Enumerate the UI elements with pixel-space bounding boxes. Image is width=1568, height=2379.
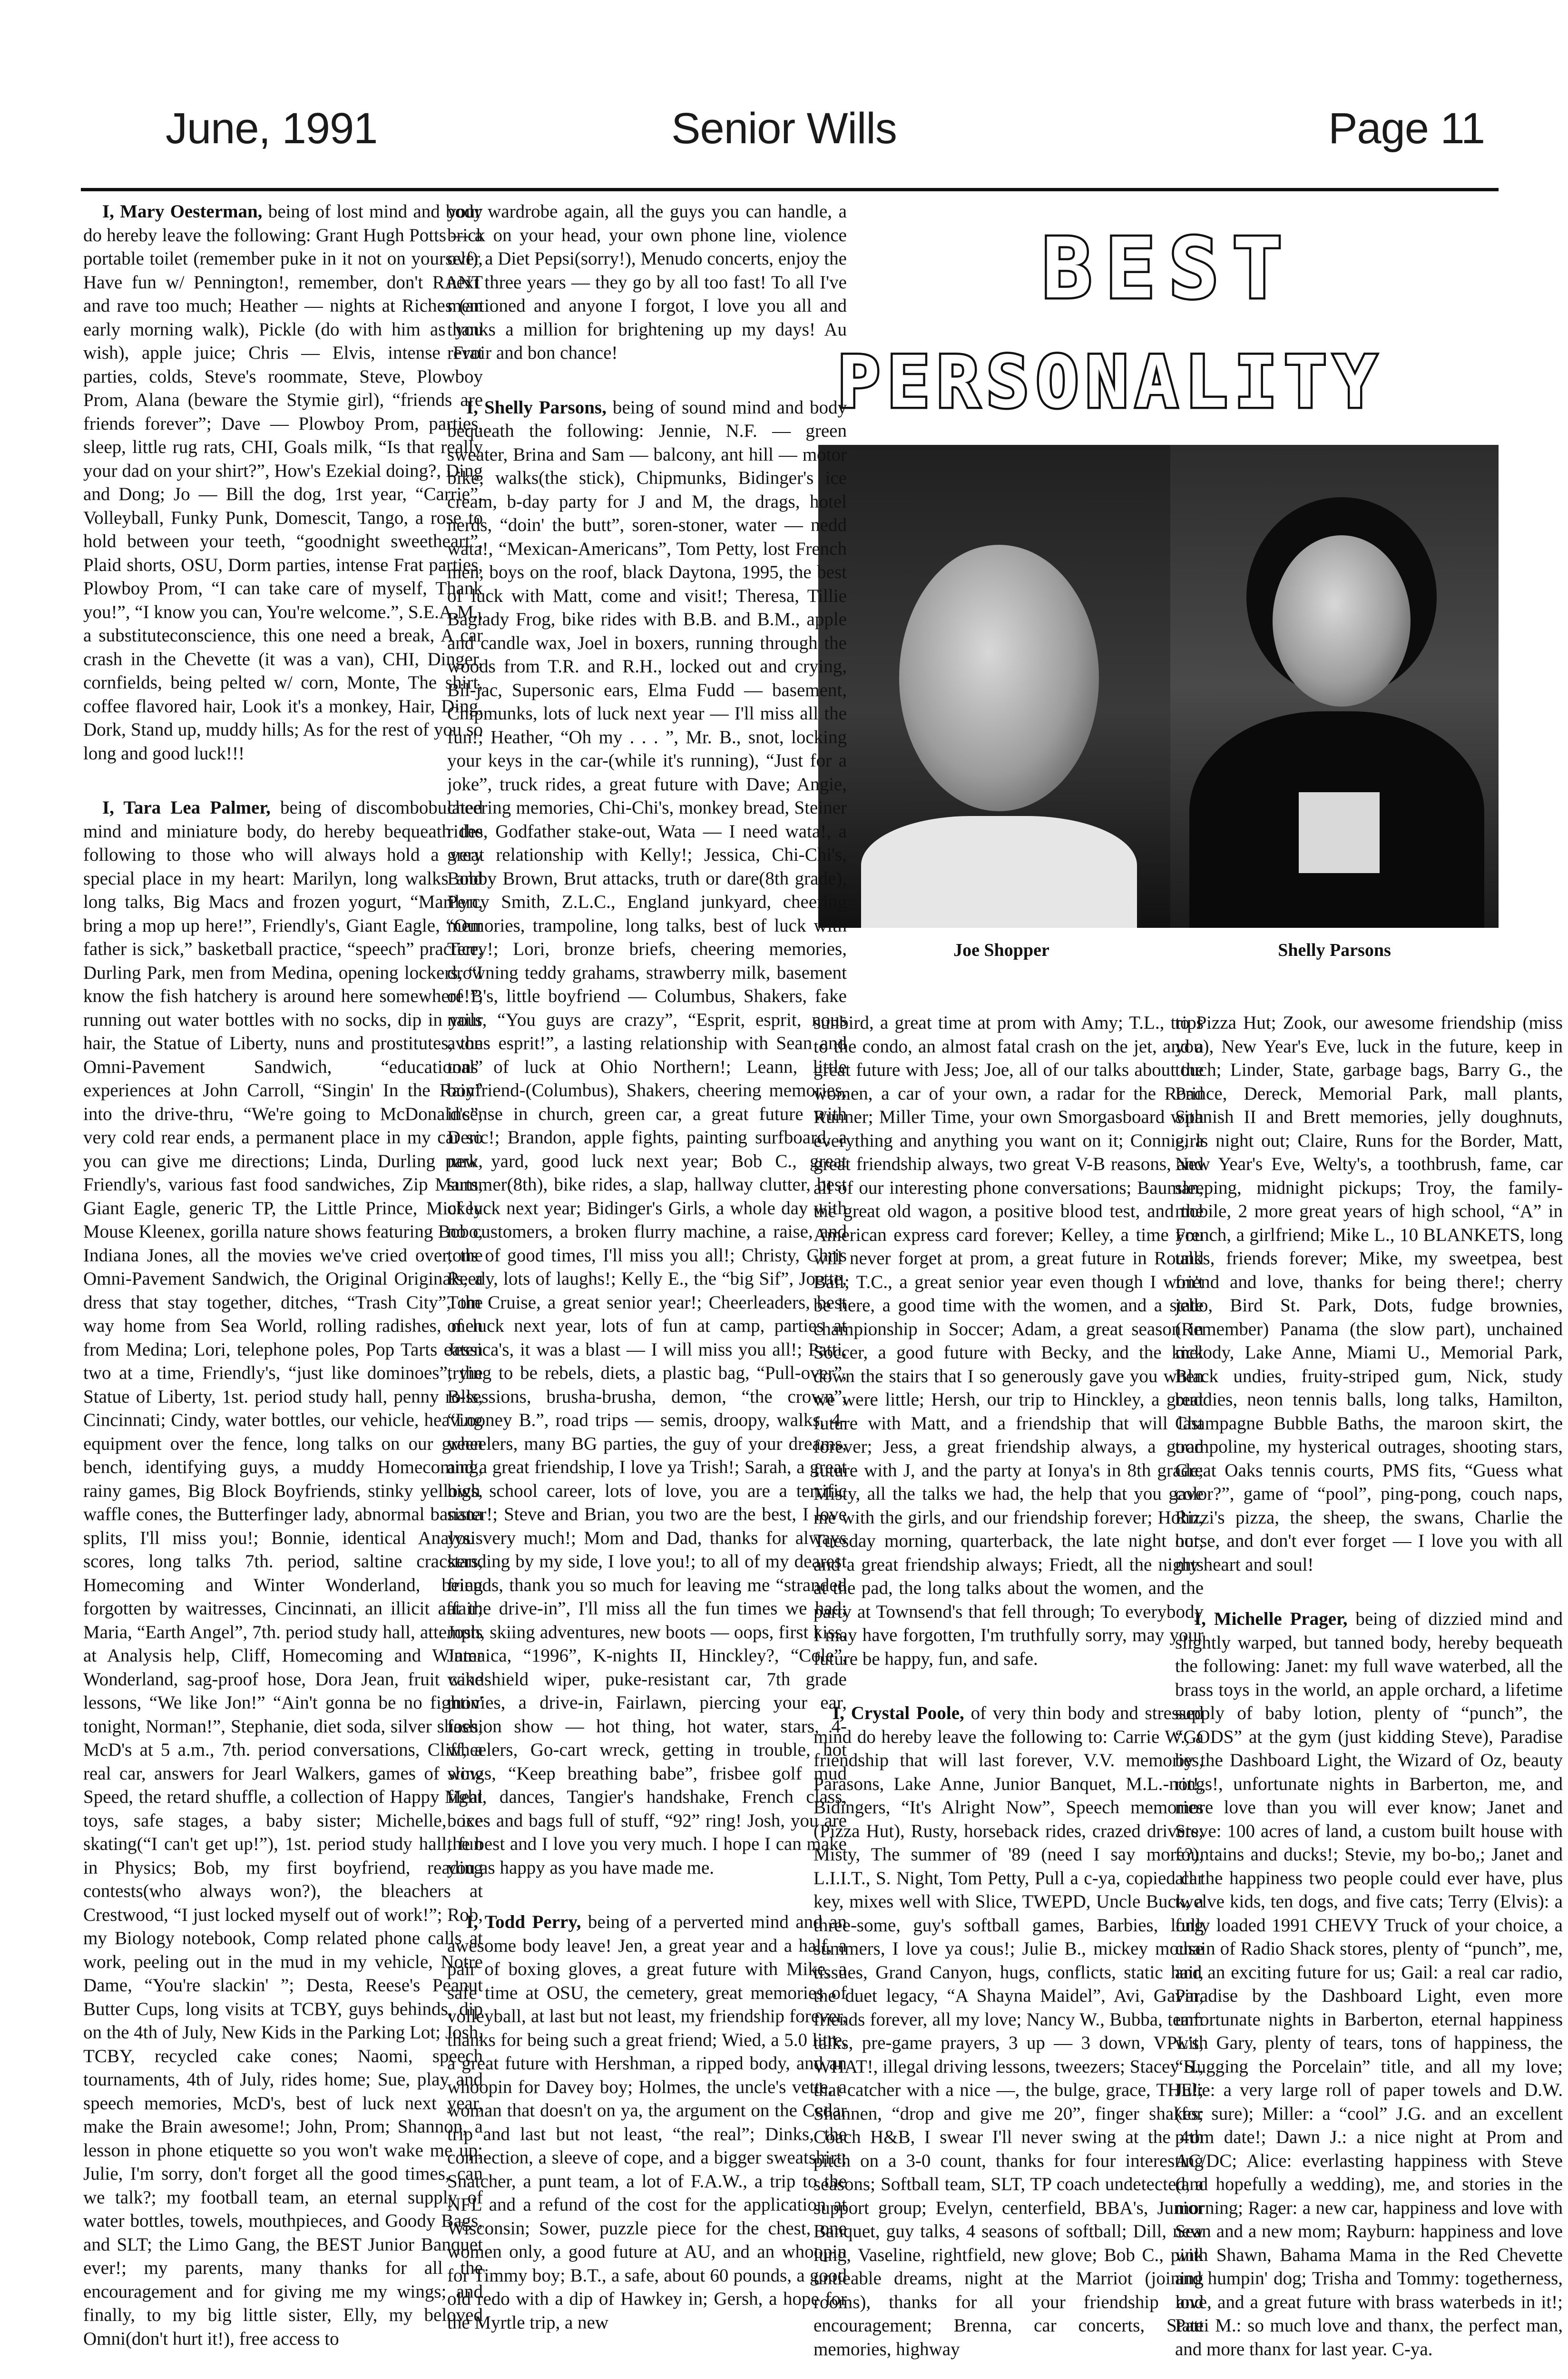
portrait-face <box>1273 535 1411 707</box>
will-text: being of sound mind and body bequeath the following: Jennie, N.F. — green sweater, Brina and Sam — balcony, ant hill — motor bike, walks(the stick), Chipmunks, Bidinger's ice cream, b-day party for J and M, the drags, hotel nerds, “doin' the butt”, soren-stoner, water — nedd wata!, “Mexican-Americans”, Tom Petty, lost French men, boys on the roof, black Daytona, 1995, the best of luck with Matt, come and visit!; Theresa, Tillie Baglady Frog, bike rides with B.B. and B.M., apple and candle wax, Joel in boxers, running through the woods from T.R. and R.H., locked out and crying, Bil-jac, Supersonic ears, Elma Fudd — basement, Chipmunks, lots of luck next year — I'll miss all the fun!; Heather, “Oh my . . . ”, Mr. B., snot, locking your keys in the car-(while it's running), “Just for a joke”, truck rides, a great future with Dave; Angie, cheering memories, Chi-Chi's, monkey bread, Steiner rides, Godfather stake-out, Wata — I need wata!, a great relationship with Kelly!; Jessica, Chi-Chi's, Bobby Brown, Brut attacks, truth or dare(8th grade), Percy Smith, Z.L.C., England junkyard, cheering memories, trampoline, long talks, best of luck with Terry!; Lori, bronze briefs, cheering memories, drowning teddy grahams, strawberry milk, basement of B's, little boyfriend — Columbus, Shakers, fake nails, “You guys are crazy”, “Esprit, esprit, nous avons esprit!”, a lasting relationship with Sean and tons of luck at Ohio Northern!; Leann, little boyfriend-(Columbus), Shakers, cheering memories, incense in church, green car, a great future with Deric!; Brandon, apple fights, painting surfboard, a new yard, good luck next year; Bob C., great summer(8th), bike rides, a slap, hallway clutter, best of luck next year; Bidinger's Girls, a whole day with no customers, a broken flurry machine, a raise, and tons of good times, I'll miss you all!; Christy, Chris Reedy, lots of laughs!; Kelly E., the “big Sif”, Joette, Tom Cruise, a great senior year!; Cheerleaders, best of luck next year, lots of fun at camp, parties at Jessica's, it was a blast — I will miss you all!; Patti, trying to be rebels, diets, a plastic bag, “Pull-over”, B-sessions, brusha-brusha, demon, “the crown”, “Looney B.”, road trips — semis, droopy, walks, 4-wheelers, many BG parties, the guy of your dreams, and a great friendship, I love ya Trish!; Sarah, a great high school career, lots of love, you are a terrific sister!; Steve and Brian, you two are the best, I love you very much!; Mom and Dad, thanks for always standing by my side, I love you!; to all of my dearest friends, thank you so much for leaving me “stranded at the drive-in”, I'll miss all the fun times we had; Josh, skiing adventures, new boots — oops, first kiss, Jamaica, “1996”, K-nights II, Hinckley?, “Cole”, windshield wiper, puke-resistant car, 7th grade movies, a drive-in, Fairlawn, piercing your ear, fashion show — hot thing, hot water, stars, 4-wheelers, Go-cart wreck, getting in trouble, hot wings, “Keep breathing babe”, frisbee golf mud fight, dances, Tangier's handshake, French class, boxes and bags full of stuff, “92” ring! Josh, you are the best and I love you very much. I hope I can make you as happy as you have made me. <box>447 397 847 1878</box>
will-author: I, Todd Perry, <box>466 1912 581 1932</box>
joe-shopper-photo <box>818 445 1185 928</box>
section-title: Senior Wills <box>671 104 897 153</box>
title-personality: PERSONALITY <box>837 341 1383 424</box>
will-continuation: to Pizza Hut; Zook, our awesome friendship (miss you), New Year's Eve, luck in the future, keep in touch; Linder, State, garbage bags, Barry G., the Prince, Dereck, Memorial Park, mall plants, Spanish II and Brett memories, jelly doughnuts, girls night out; Claire, Runs for the Border, Matt, New Year's Eve, Welty's, a toothbrush, fame, car sleeping, midnight pickups; Troy, the family-mobile, 2 more great years of high school, “A” in French, a girlfriend; Mike L., 10 BLANKETS, long talks, friends forever; Mike, my sweetpea, best friend and love, thanks for being there!; cherry jello, Bird St. Park, Dots, fudge brownies, (Remember) Panama (the slow part), unchained melody, Lake Anne, Miami U., Memorial Park, Black undies, fruity-striped gum, Nick, study buddies, neon tennis balls, long talks, Hamilton, Champagne Bubble Baths, the maroon skirt, the trampoline, my hysterical outrages, shooting stars, Great Oaks tennis courts, PMS fits, “Guess what color?”, game of “pool”, ping-pong, couch naps, Rizzi's pizza, the sheep, the swans, Charlie the horse, and don't ever forget — I love you with all my heart and soul! <box>1175 1013 1563 1575</box>
shelly-parsons-photo <box>1170 445 1499 928</box>
caption-shelly-parsons: Shelly Parsons <box>1278 940 1391 960</box>
column-1 <box>83 200 483 2379</box>
will-author: I, Tara Lea Palmer, <box>102 797 271 818</box>
will-text: of very thin body and stressed mind do hereby leave the following to: Carrie W., a friendship that will last forever, V.V. memories, Parasons, Lake Anne, Junior Banquet, M.L.-not!, Bidingers, “It's Alright Now”, Speech memories (Pizza Hut), Rusty, horseback rides, crazed drivers; Misty, The summer of '89 (need I say more?), L.I.I.T., S. Night, Tom Petty, Pull a c-ya, copied car key, mixes well with Slice, TWEPD, Uncle Buck, a three-some, guy's softball games, Barbies, long summers, I love ya cous!; Julie B., mickey mouse tissues, Grand Canyon, hugs, conflicts, static hair, the duet legacy, “A Shayna Maidel”, Avi, Gavin, friends forever, all my love; Nancy W., Bubba, team talks, pre-game prayers, 3 up — 3 down, VPL's, WHAT!, illegal driving lessons, tweezers; Stacey S., that catcher with a nice —, the bulge, grace, THE!; Shannen, “drop and give me 20”, finger shakes; Coach H&B, I swear I'll never swing at the 4th pitch on a 3-0 count, thanks for four interesting seasons; Softball team, SLT, TP coach undetected, a support group; Evelyn, centerfield, BBA's, Junior Banquet, guy talks, 4 seasons of softball; Dill, new lung, Vaseline, rightfield, new glove; Bob C., pink untieable dreams, night at the Marriot (joining rooms), thanks for all your friendship and encouragement; Brenna, car concerts, State memories, highway <box>813 1703 1204 2359</box>
will-crystal-poole <box>813 1701 1204 2361</box>
will-text: being of lost mind and body do hereby leave the following: Grant Hugh Potts — a portable toilet (remember puke in it not on yourself), Have fun w/ Pennington!, remember, don't RANT and rave too much; Heather — nights at Riches (an early morning walk), Pickle (do with him as you wish), apple juice; Chris — Elvis, intense Frat parties, colds, Steve's roommate, Steve, Plowboy Prom, Alana (beware the Stymie girl), “friends are friends forever”; Dave — Plowboy Prom, parties, sleep, little rug rats, CHI, Goals milk, “Is that really your dad on your shirt?”, How's Ezekial doing?, Ding and Dong; Jo — Bill the dog, 1rst year, “Carrie”, Volleyball, Funky Punk, Domescit, Tango, a rose to hold between your teeth, “goodnight sweetheart”, Plaid shorts, OSU, Dorm parties, intense Frat parties, Plowboy Prom, “I can take care of myself, Thank you!”, “I know you can, You're welcome.”, S.E.A.M., a substituteconscience, this one need a break, A car crash in the Chevette (it was a van), CHI, Dinger, cornfields, being pelted w/ corn, Monte, The shirt, coffee flavored hair, Look it's a monkey, Hair, Ding, Dork, Stand up, muddy hills; As for the rest of you so long and good luck!!! <box>83 201 483 764</box>
column-4 <box>1175 1011 1563 2379</box>
portrait-collar <box>861 816 1137 928</box>
title-best: BEST <box>1042 221 1296 317</box>
will-continuation: your wardrobe again, all the guys you can handle, a brick on your head, your own phone line, violence over a Diet Pepsi(sorry!), Menudo concerts, enjoy the next three years — they go by all too fast! To all I've mentioned and anyone I forgot, I love you all and thanks a million for brightening up my days! Au revoir and bon chance! <box>447 201 847 363</box>
page-header <box>0 0 1568 200</box>
will-author: I, Mary Oesterman, <box>102 201 263 222</box>
will-author: I, Shelly Parsons, <box>466 397 607 418</box>
header-rule <box>81 188 1499 191</box>
will-text: being of discombobulated mind and miniature body, do hereby bequeath the following to those who will always hold a very special place in my heart: Marilyn, long walks and long talks, Big Macs and frozen yogurt, “Marilyn, bring a mop up here!”, Friendly's, Giant Eagle, “Our father is sick,” basketball practice, “speech” practice, Durling Park, men from Medina, opening lockers, “I know the fish hatchery is around here somewhere!”, running out water bottles with no socks, dip in your hair, the Statue of Liberty, nuns and prostitutes, the Omni-Pavement Sandwich, “educational” experiences at John Carroll, “Singin' In the Rain” into the drive-thru, “We're going to McDonald's”, very cold rear ends, a permanent place in my car so you can give me directions; Linda, Durling park, Friendly's, various fast food sandwiches, Zip Marts, Giant Eagle, generic TP, the Little Prince, Mickey Mouse Kleenex, gorilla nature shows featuring Bobo, Indiana Jones, all the movies we've cried over, the Omni-Pavement Sandwich, the Original Originals, a dress that stay together, ditches, “Trash City”, the way home from Sea World, rolling radishes, men from Medina; Lori, telephone poles, Pop Tarts eaten two at a time, Friendly's, “just like dominoes”, the Statue of Liberty, 1st. period study hall, penny rolls, Cincinnati; Cindy, water bottles, our vehicle, heaving equipment over the fence, long talks on our green bench, identifying guys, a muddy Homecoming, rainy games, Big Block Boyfriends, stinky yellows, waffle cones, the Butterfinger lady, abnormal banana splits, I'll miss you!; Bonnie, identical Analysis scores, long talks 7th. period, saltine crackers, Homecoming and Winter Wonderland, being forgotten by waitresses, Cincinnati, an illicit affair; Maria, “Earth Angel”, 7th. period study hall, attempts at Analysis help, Cliff, Homecoming and Winter Wonderland, sag-proof hose, Dora Jean, fruit cake lessons, “We like Jon!” “Ain't gonna be no fightin' tonight, Norman!”, Stephanie, diet soda, silver shoes, McD's at 5 a.m., 7th. period conversations, Cliff, a real car, answers for Jearl Walkers, games of slow Speed, the retard shuffle, a collection of Happy Meal toys, safe stages, a baby sister; Michelle, ice skating(“I can't get up!”), 1st. period study hall, fun in Physics; Bob, my first boyfriend, reading contests(who always won?), the bleachers at Crestwood, “I just locked myself out of work!”; Rob, my Biology notebook, Comp related phone calls at work, peeling out in the mud in my vehicle, Notre Dame, “You're slackin' ”; Desta, Reese's Peanut Butter Cups, long visits at TCBY, guys behinds, dip on the 4th of July, New Kids in the Parking Lot; Josh, TCBY, recycled cake cones; Naomi, speech tournaments, 4th of July, rides home; Sue, play and speech memories, McD's, best of luck next year, make the Brain awesome!; John, Prom; Shannon, a lesson in phone etiquette so you won't wake me up; Julie, I'm sorry, don't forget all the good times, can we talk?; my football team, an eternal supply of water bottles, towels, mouthpieces, and Goody Bags, and SLT; the Limo Gang, the BEST Junior Banquet ever!; my parents, many thanks for all the encouragement and for giving me my wings; and finally, to my big little sister, Elly, my beloved Omni(don't hurt it!), free access to <box>83 797 483 2349</box>
will-todd-perry <box>447 1910 847 2334</box>
will-text: being of a perverted mind and an awesome body leave! Jen, a great year and a half, a pair of boxing gloves, a great future with Mike, a safe time at OSU, the cemetery, great memories of volleyball, at last but not least, my friendship forever, thanks for being such a great friend; Wied, a 5.0 litre, a great future with Hershman, a ripped body, and an whoopin for Davey boy; Holmes, the uncle's vette, a woman that doesn't on ya, the argument on the Cedar trip and last but not least, “the real”; Dinks, the connection, a sleeve of cope, and a bigger sweatshirt; Snatcher, a punt team, a lot of F.A.W., a trip to the NFL and a refund of the cost for the application at Wisconsin; Sower, puzzle piece for the chest, one women only, a good future at AU, and an whoopin for Timmy boy; B.T., a safe, about 60 pounds, a good old redo with a dip of Hawkey in; Gersh, a hope for the Myrtle trip, a new <box>447 1912 847 2333</box>
will-continuation: sunbird, a great time at prom with Amy; T.L., trips to the condo, an almost fatal crash on the jet, and a great future with Jess; Joe, all of our talks about the women, a car of your own, a radar for the Road Runner; Miller Time, your own Smorgasboard with everything and anything you want on it; Connie, a great friendship always, two great V-B reasons, and all of our interesting phone conversations; Bauman, the great old wagon, a positive blood test, and the American express card forever; Kelley, a time you will never forget at prom, a great future in Round Ball; T.C., a great senior year even though I won't be here, a good time with the women, and a state championship in Soccer; Adam, a great season in Soccer, a good future with Becky, and the kick down the stairs that I so generously gave you when we were little; Hersh, our trip to Hinckley, a great future with Matt, and a friendship that will last forever; Jess, a great friendship always, a good future with J, and the party at Ionya's in 8th grade; Misty, all the talks we had, the help that you gave me with the girls, and our friendship forever; Hohn, Tuesday morning, quarterback, the late night out, and a great friendship always; Friedt, all the nights at the pad, the long talks about the women, and the party at Townsend's that fell through; To everybody I may have forgotten, I'm truthfully sorry, may your future be happy, fun, and safe. <box>813 1013 1204 1669</box>
portrait-face <box>899 545 1099 811</box>
will-mary-oesterman <box>83 200 483 765</box>
will-michelle-prager <box>1175 1607 1563 2361</box>
will-text: being of dizzied mind and slightly warped, but tanned body, hereby bequeath the following: Janet: my full wave waterbed, all the brass toys in the world, an apple orchard, a lifetime supply of baby lotion, plenty of “punch”, the “GODS” at the gym (just kidding Steve), Paradise by the Dashboard Light, the Wizard of Oz, beauty rings!, unfortunate nights in Barberton, me, and more love than you will ever know; Janet and Steve: 100 acres of land, a custom built house with fountains and ducks!; Stevie, my bo-bo,; Janet and all the happiness two people could ever have, plus twelve kids, ten dogs, and five cats; Terry (Elvis): a fully loaded 1991 CHEVY Truck of your choice, a chain of Radio Shack stores, plenty of “punch”, me, and an exciting future for us; Gail: a real car radio, Paradise by the Dashboard Light, even more unfortunate nights in Barberton, eternal happiness with Gary, plenty of tears, tons of happiness, the “Hugging the Porcelain” title, and all my love; Julie: a very large roll of paper towels and D.W. (for sure); Miller: a “cool” J.G. and an excellent prom date!; Dawn J.: a nice night at Prom and AC/DC; Alice: everlasting happiness with Steve (and hopefully a wedding), me, and stories in the morning; Rager: a new car, happiness and love with Sean and a new mom; Rayburn: happiness and love with Shawn, Bahama Mama in the Red Chevette and humpin' dog; Trisha and Tommy: togetherness, love, and a great future with brass waterbeds in it!; Patti M.: so much love and thanx, the perfect man, and more thanx for last year. C-ya. <box>1175 1609 1563 2359</box>
caption-joe-shopper: Joe Shopper <box>953 940 1049 960</box>
sweater-pattern <box>1299 792 1380 873</box>
will-author: I, Michelle Prager, <box>1194 1609 1348 1629</box>
portrait-sweater <box>1189 711 1484 928</box>
will-author: I, Crystal Poole, <box>833 1703 964 1723</box>
issue-date: June, 1991 <box>166 104 378 153</box>
page-number: Page 11 <box>1328 104 1485 153</box>
column-3 <box>813 1011 1204 2379</box>
column-2 <box>447 200 847 2379</box>
will-shelly-parsons <box>447 396 847 1880</box>
will-tara-lea-palmer <box>83 796 483 2350</box>
best-personality-title <box>809 209 1568 438</box>
